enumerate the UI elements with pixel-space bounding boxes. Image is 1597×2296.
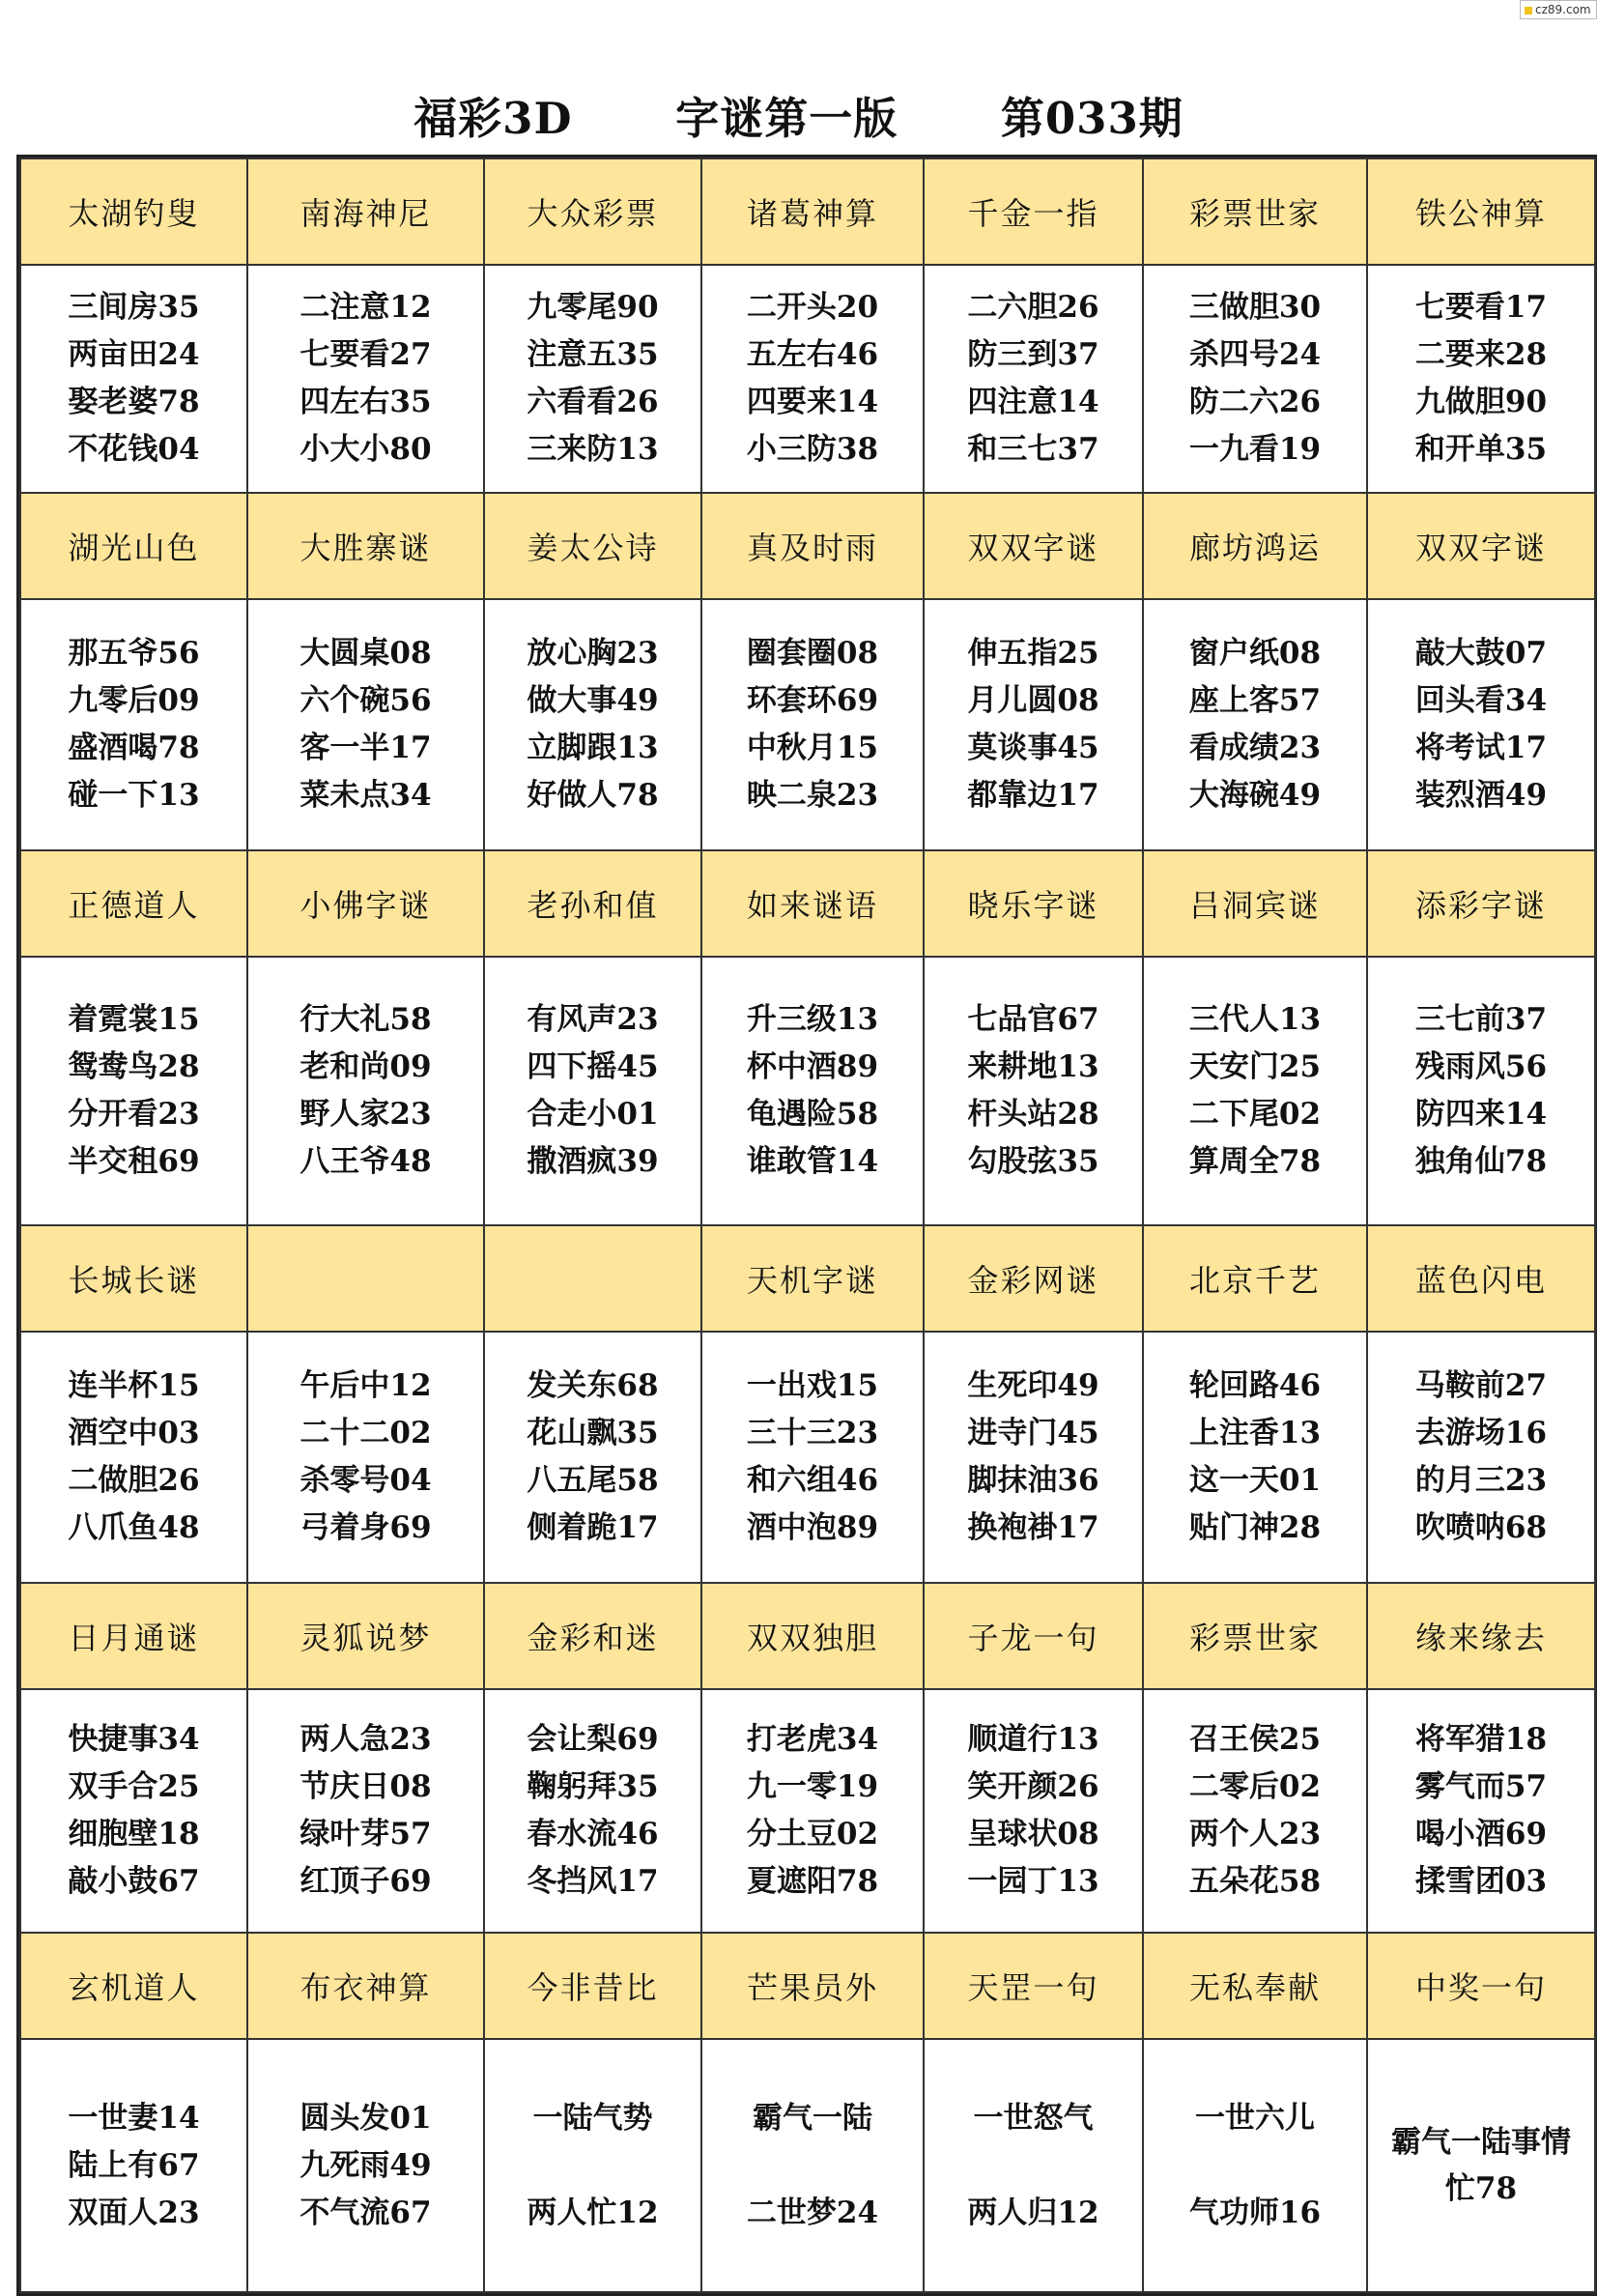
source-name: 湖光山色 — [20, 493, 247, 599]
riddle-cell — [1143, 1689, 1367, 1933]
riddle-line: 龟遇险58 — [746, 1097, 879, 1132]
riddle-line: 三十三23 — [746, 1416, 879, 1450]
riddle-line: 撒酒疯39 — [527, 1144, 659, 1179]
section-body-row — [20, 957, 1595, 1225]
riddle-line: 天安门25 — [1188, 1049, 1322, 1084]
riddle-line: 将军猎18 — [1414, 1722, 1548, 1757]
section-body-row — [20, 1332, 1595, 1583]
source-name: 无私奉献 — [1143, 1933, 1367, 2039]
riddle-line: 合走小01 — [527, 1097, 659, 1132]
riddle-line: 霸气一陆事情忙78 — [1391, 2125, 1571, 2206]
riddle-line: 发关东68 — [527, 1368, 659, 1403]
riddle-line: 杯中酒89 — [746, 1049, 879, 1084]
riddle-line: 七要看17 — [1414, 290, 1548, 325]
riddle-cell — [1367, 1689, 1595, 1933]
source-name: 长城长谜 — [20, 1225, 247, 1332]
riddle-line: 花山飘35 — [527, 1416, 659, 1450]
riddle-line: 二开头20 — [746, 290, 879, 325]
source-name: 太湖钓叟 — [20, 158, 247, 265]
riddle-line: 夏遮阳78 — [746, 1864, 879, 1899]
riddle-cell — [701, 1332, 924, 1583]
riddle-line: 二注意12 — [299, 290, 432, 325]
riddle-line: 碰一下13 — [68, 778, 200, 813]
riddle-line: 春水流46 — [527, 1817, 659, 1851]
riddle-line: 两个人23 — [1188, 1817, 1322, 1851]
riddle-line: 和开单35 — [1414, 432, 1548, 467]
riddle-line: 勾股弦35 — [967, 1144, 1099, 1179]
riddle-line: 客一半17 — [299, 731, 432, 765]
source-name: 天机字谜 — [701, 1225, 924, 1332]
riddle-line: 一出戏15 — [746, 1368, 879, 1403]
riddle-line: 气功师16 — [1188, 2195, 1322, 2230]
section-header-row — [20, 493, 1595, 599]
riddle-line: 谁敢管14 — [746, 1144, 879, 1179]
riddle-line: 四左右35 — [299, 385, 432, 419]
riddle-line: 放心胸23 — [527, 636, 659, 671]
riddle-line: 呈球状08 — [967, 1817, 1099, 1851]
riddle-line: 双面人23 — [68, 2195, 200, 2230]
riddle-line — [702, 2142, 923, 2190]
riddle-line: 顺道行13 — [967, 1722, 1099, 1757]
riddle-line: 三间房35 — [68, 290, 200, 325]
riddle-cell — [924, 957, 1143, 1225]
riddle-line: 会让梨69 — [527, 1722, 659, 1757]
source-name: 姜太公诗 — [484, 493, 701, 599]
riddle-cell — [924, 1689, 1143, 1933]
riddle-line: 莫谈事45 — [967, 731, 1099, 765]
riddle-cell — [1367, 957, 1595, 1225]
source-name — [484, 1225, 701, 1332]
riddle-line: 揉雪团03 — [1414, 1864, 1548, 1899]
riddle-line: 不花钱04 — [68, 432, 200, 467]
riddle-line: 三代人13 — [1188, 1002, 1322, 1037]
riddle-line: 将考试17 — [1414, 731, 1548, 765]
riddle-line: 和三七37 — [967, 432, 1099, 467]
riddle-cell — [20, 1689, 247, 1933]
riddle-line: 有风声23 — [527, 1002, 659, 1037]
riddle-line: 四下摇45 — [527, 1049, 659, 1084]
riddle-cell — [20, 957, 247, 1225]
riddle-line: 细胞壁18 — [68, 1817, 200, 1851]
source-name: 中奖一句 — [1367, 1933, 1595, 2039]
riddle-line: 八五尾58 — [527, 1463, 659, 1498]
riddle-line: 菜未点34 — [299, 778, 432, 813]
riddle-line: 午后中12 — [299, 1368, 432, 1403]
source-name: 蓝色闪电 — [1367, 1225, 1595, 1332]
riddle-line: 马鞍前27 — [1414, 1368, 1548, 1403]
riddle-line: 这一天01 — [1188, 1463, 1322, 1498]
riddle-line: 冬挡风17 — [527, 1864, 659, 1899]
redacted-label — [296, 1264, 437, 1289]
riddle-line: 侧着跪17 — [527, 1510, 659, 1545]
riddle-line: 雾气而57 — [1414, 1769, 1548, 1804]
riddle-line: 的月三23 — [1414, 1463, 1548, 1498]
riddle-line: 杆头站28 — [967, 1097, 1099, 1132]
riddle-line: 鞠躬拜35 — [527, 1769, 659, 1804]
riddle-line: 两人急23 — [299, 1722, 432, 1757]
source-name: 玄机道人 — [20, 1933, 247, 2039]
riddle-line: 月儿圆08 — [967, 683, 1099, 718]
section-body-row — [20, 1689, 1595, 1933]
riddle-line: 二世梦24 — [746, 2195, 879, 2230]
riddle-line: 和六组46 — [746, 1463, 879, 1498]
riddle-cell — [247, 957, 484, 1225]
section-body-row — [20, 265, 1595, 493]
riddle-cell — [20, 2039, 247, 2292]
source-name: 缘来缘去 — [1367, 1583, 1595, 1689]
source-name: 大众彩票 — [484, 158, 701, 265]
riddle-line: 二十二02 — [299, 1416, 432, 1450]
riddle-line: 防二六26 — [1188, 385, 1322, 419]
source-name: 子龙一句 — [924, 1583, 1143, 1689]
title-edition: 字谜第一版 — [675, 93, 898, 144]
riddle-cell — [1143, 1332, 1367, 1583]
source-name: 双双独胆 — [701, 1583, 924, 1689]
source-name: 廊坊鸿运 — [1143, 493, 1367, 599]
riddle-line: 座上客57 — [1188, 683, 1322, 718]
section-body-row — [20, 2039, 1595, 2292]
riddle-line — [925, 2142, 1142, 2190]
riddle-line: 野人家23 — [299, 1097, 432, 1132]
title-issue: 第033期 — [1000, 93, 1183, 144]
source-name: 双双字谜 — [924, 493, 1143, 599]
riddle-line: 九做胆90 — [1414, 385, 1548, 419]
riddle-line: 一世六儿 — [1195, 2100, 1315, 2136]
source-name: 添彩字谜 — [1367, 850, 1595, 957]
riddle-line: 连半杯15 — [68, 1368, 200, 1403]
riddle-line: 装烈酒49 — [1414, 778, 1548, 813]
riddle-line: 三七前37 — [1414, 1002, 1548, 1037]
riddle-line: 回头看34 — [1414, 683, 1548, 718]
riddle-line: 上注香13 — [1188, 1416, 1322, 1450]
source-name: 日月通谜 — [20, 1583, 247, 1689]
riddle-cell — [484, 1689, 701, 1933]
source-name: 双双字谜 — [1367, 493, 1595, 599]
riddle-line: 一九看19 — [1188, 432, 1322, 467]
riddle-table — [19, 158, 1596, 2293]
riddle-line: 圆头发01 — [299, 2100, 432, 2136]
section-header-row — [20, 850, 1595, 957]
riddle-line: 轮回路46 — [1188, 1368, 1322, 1403]
riddle-cell — [1367, 599, 1595, 850]
source-name: 天罡一句 — [924, 1933, 1143, 2039]
riddle-line: 八爪鱼48 — [68, 1510, 200, 1545]
section-header-row — [20, 158, 1595, 265]
source-name: 大胜寨谜 — [247, 493, 484, 599]
riddle-line: 一世妻14 — [68, 2100, 200, 2136]
riddle-line: 两人忙12 — [527, 2195, 659, 2230]
riddle-line: 九零尾90 — [527, 290, 659, 325]
riddle-line: 二下尾02 — [1188, 1097, 1322, 1132]
riddle-cell — [924, 1332, 1143, 1583]
riddle-line — [1144, 2142, 1366, 2190]
source-name: 灵狐说梦 — [247, 1583, 484, 1689]
riddle-line: 映二泉23 — [746, 778, 879, 813]
riddle-line: 双手合25 — [68, 1769, 200, 1804]
riddle-line: 小大小80 — [299, 432, 432, 467]
riddle-line: 五朵花58 — [1188, 1864, 1322, 1899]
riddle-line: 分土豆02 — [746, 1817, 879, 1851]
source-name: 铁公神算 — [1367, 158, 1595, 265]
section-body-row — [20, 599, 1595, 850]
riddle-cell — [1367, 265, 1595, 493]
riddle-line: 好做人78 — [527, 778, 659, 813]
source-name: 今非昔比 — [484, 1933, 701, 2039]
riddle-cell — [1143, 2039, 1367, 2292]
riddle-line: 算周全78 — [1188, 1144, 1322, 1179]
riddle-cell — [1367, 2039, 1595, 2292]
riddle-line: 换袍褂17 — [967, 1510, 1099, 1545]
riddle-line: 鸳鸯鸟28 — [68, 1049, 200, 1084]
riddle-cell — [247, 1689, 484, 1933]
source-name: 诸葛神算 — [701, 158, 924, 265]
source-name: 老孙和值 — [484, 850, 701, 957]
riddle-line: 喝小酒69 — [1414, 1817, 1548, 1851]
riddle-line: 二做胆26 — [68, 1463, 200, 1498]
riddle-line: 半交租69 — [68, 1144, 200, 1179]
source-name: 千金一指 — [924, 158, 1143, 265]
source-name — [247, 1225, 484, 1332]
riddle-line: 独角仙78 — [1414, 1144, 1548, 1179]
riddle-cell — [1143, 265, 1367, 493]
riddle-line: 四注意14 — [967, 385, 1099, 419]
page-title — [0, 85, 1597, 153]
source-name: 芒果员外 — [701, 1933, 924, 2039]
section-header-row — [20, 1583, 1595, 1689]
source-name: 金彩和迷 — [484, 1583, 701, 1689]
riddle-line: 霸气一陆 — [753, 2100, 872, 2136]
riddle-cell — [924, 265, 1143, 493]
riddle-cell — [1143, 957, 1367, 1225]
riddle-line: 圈套圈08 — [746, 636, 879, 671]
riddle-line: 环套环69 — [746, 683, 879, 718]
riddle-line: 二要来28 — [1414, 337, 1548, 372]
riddle-line: 贴门神28 — [1188, 1510, 1322, 1545]
riddle-line: 一世怒气 — [973, 2100, 1094, 2136]
source-name: 布衣神算 — [247, 1933, 484, 2039]
riddle-line: 七要看27 — [299, 337, 432, 372]
riddle-line: 窗户纸08 — [1188, 636, 1322, 671]
source-name: 北京千艺 — [1143, 1225, 1367, 1332]
riddle-line: 二零后02 — [1188, 1769, 1322, 1804]
riddle-line: 伸五指25 — [967, 636, 1099, 671]
source-name: 彩票世家 — [1143, 158, 1367, 265]
riddle-cell — [484, 265, 701, 493]
section-header-row — [20, 1933, 1595, 2039]
riddle-line: 四要来14 — [746, 385, 879, 419]
section-header-row — [20, 1225, 1595, 1332]
source-name: 小佛字谜 — [247, 850, 484, 957]
riddle-grid — [16, 155, 1597, 2296]
riddle-line: 六个碗56 — [299, 683, 432, 718]
riddle-line: 大海碗49 — [1188, 778, 1322, 813]
riddle-line: 三做胆30 — [1188, 290, 1322, 325]
riddle-cell — [924, 599, 1143, 850]
riddle-line: 脚抹油36 — [967, 1463, 1099, 1498]
riddle-line: 不气流67 — [299, 2195, 432, 2230]
riddle-cell — [247, 2039, 484, 2292]
riddle-line: 酒中泡89 — [746, 1510, 879, 1545]
riddle-line: 杀零号04 — [299, 1463, 432, 1498]
riddle-line: 娶老婆78 — [68, 385, 200, 419]
riddle-cell — [247, 265, 484, 493]
riddle-line: 快捷事34 — [68, 1722, 200, 1757]
riddle-cell — [701, 599, 924, 850]
riddle-cell — [484, 2039, 701, 2292]
riddle-line: 盛酒喝78 — [68, 731, 200, 765]
riddle-line: 绿叶芽57 — [299, 1817, 432, 1851]
watermark-dot-icon — [1525, 7, 1532, 14]
riddle-line: 召王侯25 — [1188, 1722, 1322, 1757]
riddle-cell — [247, 599, 484, 850]
riddle-cell — [484, 1332, 701, 1583]
riddle-line: 老和尚09 — [299, 1049, 432, 1084]
riddle-line: 陆上有67 — [68, 2147, 200, 2183]
riddle-cell — [484, 957, 701, 1225]
riddle-line: 一陆气势 — [532, 2100, 653, 2136]
redacted-label — [528, 1264, 658, 1289]
riddle-line: 大圆桌08 — [299, 636, 432, 671]
riddle-line: 升三级13 — [746, 1002, 879, 1037]
riddle-line: 立脚跟13 — [527, 731, 659, 765]
riddle-cell — [247, 1332, 484, 1583]
riddle-cell — [701, 2039, 924, 2292]
riddle-line: 打老虎34 — [746, 1722, 879, 1757]
riddle-line: 二六胆26 — [967, 290, 1099, 325]
source-name: 真及时雨 — [701, 493, 924, 599]
riddle-cell — [20, 265, 247, 493]
riddle-line: 看成绩23 — [1188, 731, 1322, 765]
riddle-line: 杀四号24 — [1188, 337, 1322, 372]
riddle-line: 九死雨49 — [299, 2147, 432, 2183]
riddle-line: 那五爷56 — [68, 636, 200, 671]
riddle-line: 敲小鼓67 — [68, 1864, 200, 1899]
riddle-line: 笑开颜26 — [967, 1769, 1099, 1804]
riddle-cell — [701, 265, 924, 493]
riddle-line: 都靠边17 — [967, 778, 1099, 813]
riddle-cell — [924, 2039, 1143, 2292]
source-name: 如来谜语 — [701, 850, 924, 957]
riddle-line: 防三到37 — [967, 337, 1099, 372]
riddle-cell — [1367, 1332, 1595, 1583]
riddle-line: 生死印49 — [967, 1368, 1099, 1403]
riddle-cell — [701, 1689, 924, 1933]
riddle-line: 做大事49 — [527, 683, 659, 718]
riddle-line: 五左右46 — [746, 337, 879, 372]
riddle-line: 分开看23 — [68, 1097, 200, 1132]
riddle-line: 吹喷呐68 — [1414, 1510, 1548, 1545]
riddle-line: 注意五35 — [527, 337, 659, 372]
riddle-cell — [1143, 599, 1367, 850]
riddle-line: 中秋月15 — [746, 731, 879, 765]
riddle-line: 六看看26 — [527, 385, 659, 419]
riddle-line: 去游场16 — [1414, 1416, 1548, 1450]
source-name: 正德道人 — [20, 850, 247, 957]
riddle-line: 红顶子69 — [299, 1864, 432, 1899]
riddle-line: 八王爷48 — [299, 1144, 432, 1179]
riddle-line: 九零后09 — [68, 683, 200, 718]
riddle-line: 防四来14 — [1414, 1097, 1548, 1132]
riddle-line: 一园丁13 — [967, 1864, 1099, 1899]
source-name: 南海神尼 — [247, 158, 484, 265]
title-lottery: 福彩3D — [414, 93, 573, 144]
riddle-line: 小三防38 — [746, 432, 879, 467]
riddle-line: 两人归12 — [967, 2195, 1099, 2230]
site-watermark: cz89.com — [1520, 0, 1597, 19]
source-name: 吕洞宾谜 — [1143, 850, 1367, 957]
riddle-line: 九一零19 — [746, 1769, 879, 1804]
riddle-line: 两亩田24 — [68, 337, 200, 372]
riddle-cell — [20, 1332, 247, 1583]
source-name: 晓乐字谜 — [924, 850, 1143, 957]
riddle-line: 酒空中03 — [68, 1416, 200, 1450]
riddle-cell — [484, 599, 701, 850]
riddle-cell — [20, 599, 247, 850]
source-name: 金彩网谜 — [924, 1225, 1143, 1332]
riddle-line: 节庆日08 — [299, 1769, 432, 1804]
riddle-cell — [701, 957, 924, 1225]
riddle-line: 残雨风56 — [1414, 1049, 1548, 1084]
riddle-line: 敲大鼓07 — [1414, 636, 1548, 671]
riddle-line: 三来防13 — [527, 432, 659, 467]
riddle-line: 行大礼58 — [299, 1002, 432, 1037]
riddle-line: 弓着身69 — [299, 1510, 432, 1545]
source-name: 彩票世家 — [1143, 1583, 1367, 1689]
riddle-line — [485, 2142, 700, 2190]
riddle-line: 着霓裳15 — [68, 1002, 200, 1037]
riddle-line: 进寺门45 — [967, 1416, 1099, 1450]
riddle-line: 七品官67 — [967, 1002, 1099, 1037]
riddle-line: 来耕地13 — [967, 1049, 1099, 1084]
